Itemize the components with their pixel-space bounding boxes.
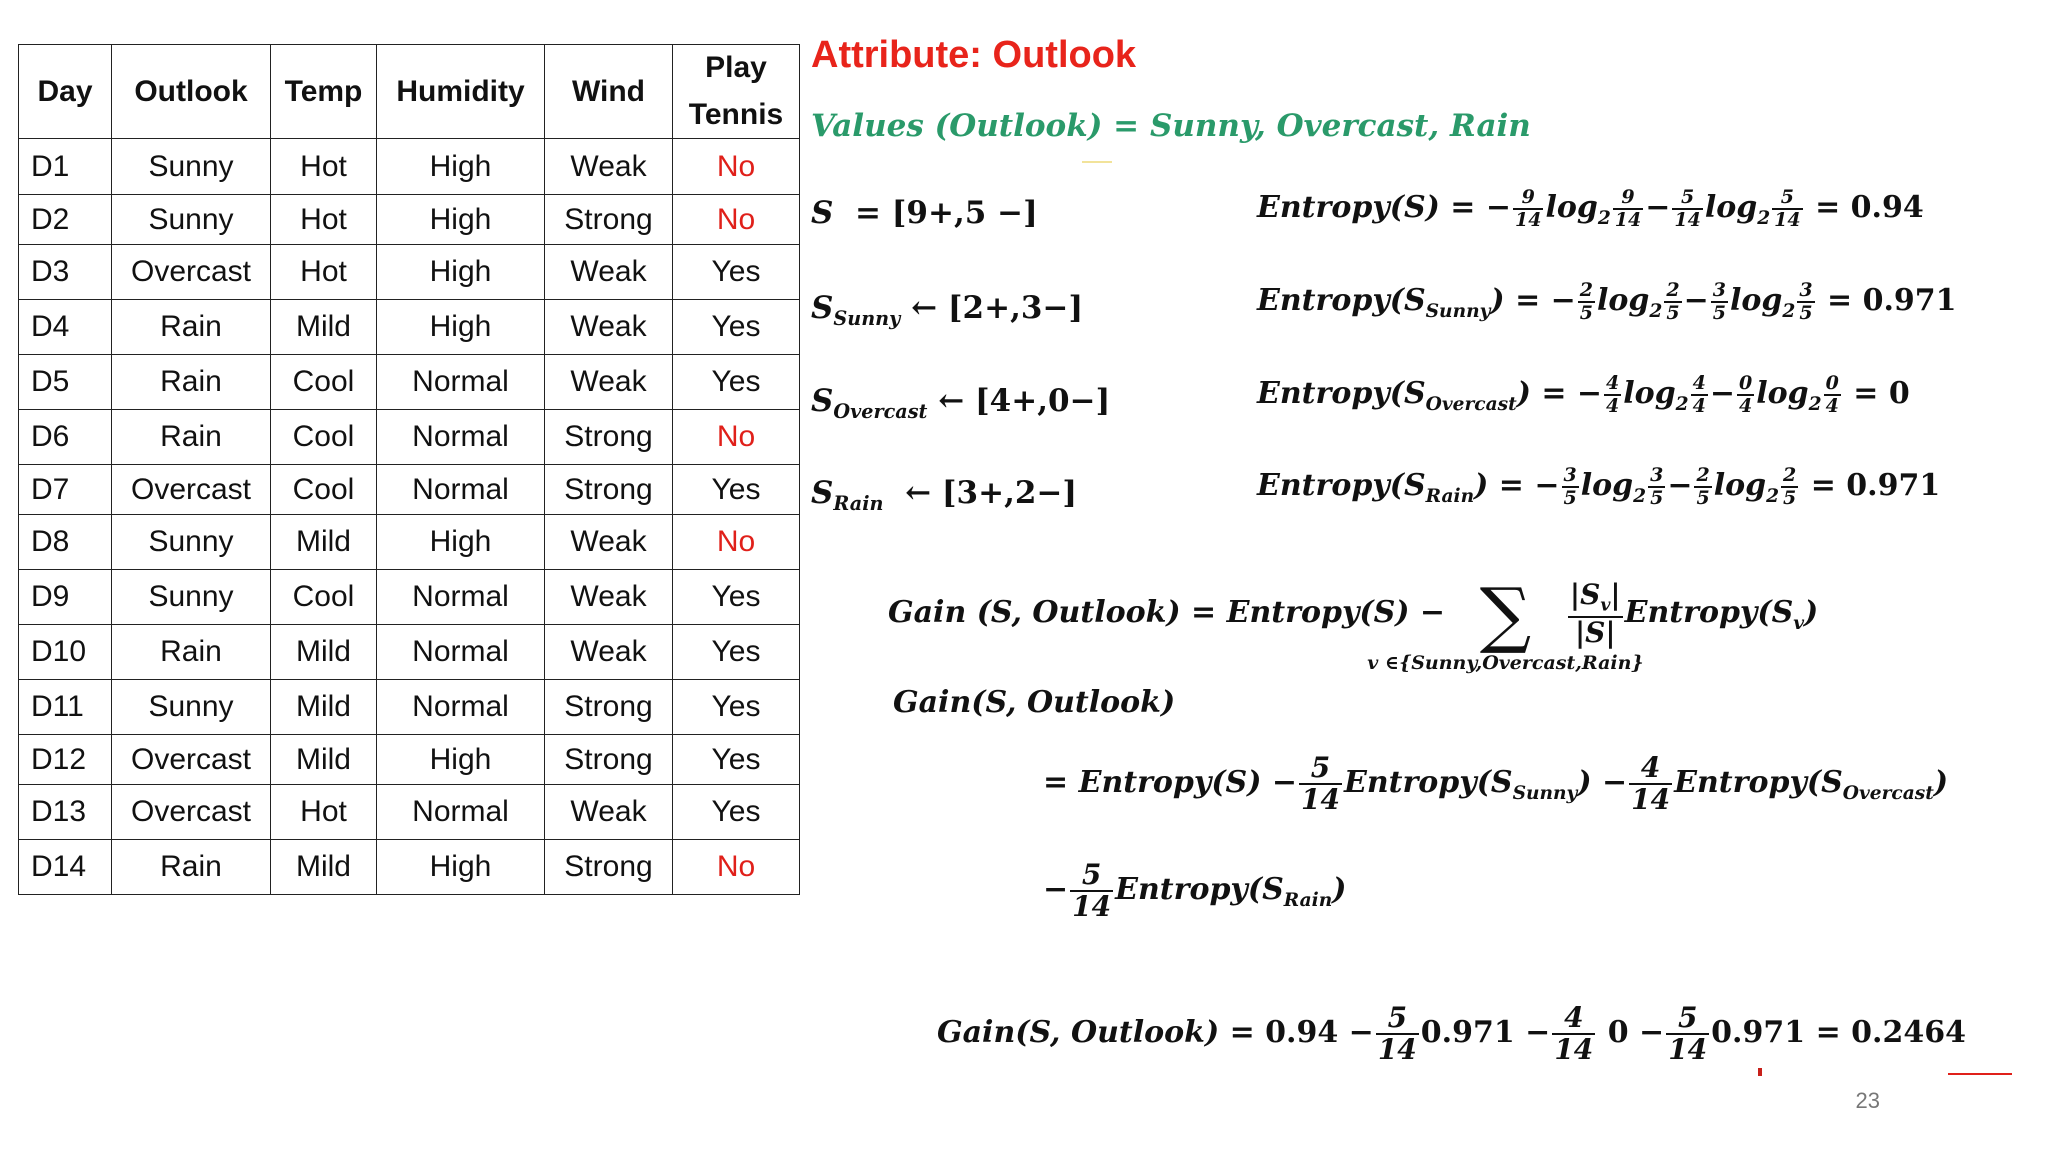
wind-cell: Strong (545, 680, 673, 735)
play-tennis-cell: No (673, 195, 800, 245)
humidity-cell: High (377, 840, 545, 895)
day-cell: D14 (19, 840, 112, 895)
temp-cell: Cool (271, 570, 377, 625)
entropy-overcast-result: = 0 (1853, 376, 1910, 411)
day-cell: D4 (19, 300, 112, 355)
outlook-cell: Rain (112, 410, 271, 465)
gain-formula: Gain (S, Outlook) = Entropy(S) − ∑ v ∈{Sunny,Overcast,Rain} $\frac{|S_v|}{|S|}$ $Entropy(S_v)$ (888, 572, 1819, 674)
wind-cell: Weak (545, 300, 673, 355)
wind-cell: Weak (545, 139, 673, 195)
play-tennis-cell: Yes (673, 300, 800, 355)
table-row (19, 570, 800, 625)
day-cell: D6 (19, 410, 112, 465)
sum-subscript: v ∈{Sunny,Overcast,Rain} (1367, 652, 1644, 674)
set-sunny: $S_{Sunny}$ ← [2+,3−] (811, 290, 1084, 331)
header-day: Day (19, 45, 112, 139)
sum-symbol: ∑ v ∈{Sunny,Overcast,Rain} (1367, 572, 1644, 674)
temp-cell: Cool (271, 410, 377, 465)
humidity-cell: Normal (377, 625, 545, 680)
outlook-cell: Rain (112, 840, 271, 895)
temp-cell: Mild (271, 625, 377, 680)
humidity-cell: High (377, 245, 545, 300)
entropy-sunny: $Entropy(S_{Sunny})$ = − $\frac{2}{5}$ $\log_2$ $\frac{2}{5}$ − $\frac{3}{5}$ $\log_2$ $\frac{3}{5}$ = 0.971 (1257, 279, 1957, 324)
day-cell: D5 (19, 355, 112, 410)
outlook-cell: Overcast (112, 785, 271, 840)
set-sunny-value: [2+,3−] (947, 290, 1084, 326)
temp-cell: Mild (271, 300, 377, 355)
header-humidity: Humidity (377, 45, 545, 139)
table-header-row (19, 45, 800, 139)
entropy-overcast: $Entropy(S_{Overcast})$ = − $\frac{4}{4}$ $\log_2$ $\frac{4}{4}$ − $\frac{0}{4}$ $\log_2$ $\frac{0}{4}$ = 0 (1257, 372, 1910, 417)
header-play-tennis: Play Tennis (673, 45, 800, 139)
humidity-cell: High (377, 515, 545, 570)
humidity-cell: High (377, 195, 545, 245)
header-wind: Wind (545, 45, 673, 139)
red-tick-mark (1758, 1068, 1762, 1076)
play-tennis-table (18, 44, 800, 895)
table-row (19, 785, 800, 840)
set-overcast: $S_{Overcast}$ ← [4+,0−] (811, 383, 1111, 424)
outlook-cell: Rain (112, 355, 271, 410)
humidity-cell: Normal (377, 785, 545, 840)
entropy-sunny-result: = 0.971 (1827, 283, 1957, 318)
play-tennis-cell: Yes (673, 680, 800, 735)
wind-cell: Strong (545, 840, 673, 895)
outlook-cell: Sunny (112, 680, 271, 735)
outlook-cell: Sunny (112, 570, 271, 625)
table-row (19, 465, 800, 515)
humidity-cell: Normal (377, 355, 545, 410)
red-underline (1948, 1073, 2012, 1075)
humidity-cell: Normal (377, 465, 545, 515)
header-outlook: Outlook (112, 45, 271, 139)
temp-cell: Hot (271, 245, 377, 300)
entropy-rain: $Entropy(S_{Rain})$ = − $\frac{3}{5}$ $\log_2$ $\frac{3}{5}$ − $\frac{2}{5}$ $\log_2$ $\frac{2}{5}$ = 0.971 (1257, 464, 1941, 509)
play-tennis-cell: Yes (673, 625, 800, 680)
temp-cell: Hot (271, 195, 377, 245)
humidity-cell: High (377, 139, 545, 195)
slide-title: Attribute: Outlook (811, 34, 1137, 76)
day-cell: D7 (19, 465, 112, 515)
set-s-value: [9+,5 −] (891, 195, 1038, 231)
set-s: S = [9+,5 −] (811, 195, 1038, 231)
play-tennis-cell: Yes (673, 570, 800, 625)
humidity-cell: High (377, 735, 545, 785)
page-number: 23 (1855, 1088, 1880, 1113)
table-row (19, 840, 800, 895)
entropy-s: Entropy(S) = − $\frac{9}{14}$ $\log_2$ $\frac{9}{14}$ − $\frac{5}{14}$ $\log_2$ $\frac{5}{14}$ = 0.94 (1257, 186, 1924, 231)
wind-cell: Strong (545, 195, 673, 245)
table-row (19, 680, 800, 735)
outlook-cell: Sunny (112, 139, 271, 195)
play-tennis-cell: No (673, 139, 800, 195)
entropy-rain-result: = 0.971 (1810, 468, 1941, 503)
temp-cell: Mild (271, 680, 377, 735)
outlook-cell: Overcast (112, 245, 271, 300)
humidity-cell: Normal (377, 680, 545, 735)
values-line: Values (Outlook) = Sunny, Overcast, Rain (811, 108, 1531, 144)
temp-cell: Hot (271, 139, 377, 195)
day-cell: D3 (19, 245, 112, 300)
temp-cell: Hot (271, 785, 377, 840)
day-cell: D1 (19, 139, 112, 195)
day-cell: D2 (19, 195, 112, 245)
day-cell: D10 (19, 625, 112, 680)
highlight-mark (1082, 161, 1112, 163)
play-tennis-cell: Yes (673, 355, 800, 410)
gain-expansion-line1: = Entropy(S) − $\frac{5}{14}$ $Entropy(S_{Sunny})$ − $\frac{4}{14}$ $Entropy(S_{Overcast})$ (1043, 751, 1949, 816)
wind-cell: Strong (545, 410, 673, 465)
wind-cell: Weak (545, 625, 673, 680)
gain-final-result: = 0.2464 (1815, 1015, 1966, 1050)
temp-cell: Cool (271, 355, 377, 410)
table-row (19, 625, 800, 680)
gain-formula-lhs: Gain (S, Outlook) = Entropy(S) − (888, 595, 1446, 630)
table-row (19, 355, 800, 410)
humidity-cell: High (377, 300, 545, 355)
table-row (19, 735, 800, 785)
temp-cell: Cool (271, 465, 377, 515)
play-tennis-cell: No (673, 840, 800, 895)
wind-cell: Strong (545, 735, 673, 785)
table-row (19, 195, 800, 245)
outlook-cell: Overcast (112, 735, 271, 785)
play-tennis-cell: Yes (673, 785, 800, 840)
set-overcast-value: [4+,0−] (975, 383, 1111, 419)
outlook-cell: Sunny (112, 515, 271, 570)
table-row (19, 300, 800, 355)
humidity-cell: Normal (377, 410, 545, 465)
outlook-cell: Sunny (112, 195, 271, 245)
play-tennis-cell: Yes (673, 245, 800, 300)
wind-cell: Weak (545, 570, 673, 625)
gain-final: Gain(S, Outlook) = 0.94 − $\frac{5}{14}$ 0.971 − $\frac{4}{14}$ 0 − $\frac{5}{14}$ 0.971 = 0.2464 (937, 1001, 1966, 1066)
header-temp: Temp (271, 45, 377, 139)
day-cell: D13 (19, 785, 112, 840)
play-tennis-cell: Yes (673, 735, 800, 785)
day-cell: D12 (19, 735, 112, 785)
temp-cell: Mild (271, 735, 377, 785)
table-row (19, 245, 800, 300)
humidity-cell: Normal (377, 570, 545, 625)
table-row (19, 139, 800, 195)
temp-cell: Mild (271, 840, 377, 895)
wind-cell: Weak (545, 515, 673, 570)
wind-cell: Strong (545, 465, 673, 515)
gain-label: Gain(S, Outlook) (893, 685, 1176, 720)
set-rain: $S_{Rain}$ ← [3+,2−] (811, 475, 1078, 516)
table-row (19, 410, 800, 465)
wind-cell: Weak (545, 785, 673, 840)
day-cell: D8 (19, 515, 112, 570)
gain-expansion-line2: − $\frac{5}{14}$ $Entropy(S_{Rain})$ (1043, 858, 1347, 923)
entropy-s-result: = 0.94 (1815, 190, 1924, 225)
play-tennis-cell: Yes (673, 465, 800, 515)
outlook-cell: Overcast (112, 465, 271, 515)
set-rain-value: [3+,2−] (941, 475, 1078, 511)
day-cell: D11 (19, 680, 112, 735)
day-cell: D9 (19, 570, 112, 625)
play-tennis-cell: No (673, 515, 800, 570)
table-row (19, 515, 800, 570)
outlook-cell: Rain (112, 625, 271, 680)
wind-cell: Weak (545, 245, 673, 300)
wind-cell: Weak (545, 355, 673, 410)
temp-cell: Mild (271, 515, 377, 570)
play-tennis-cell: No (673, 410, 800, 465)
outlook-cell: Rain (112, 300, 271, 355)
